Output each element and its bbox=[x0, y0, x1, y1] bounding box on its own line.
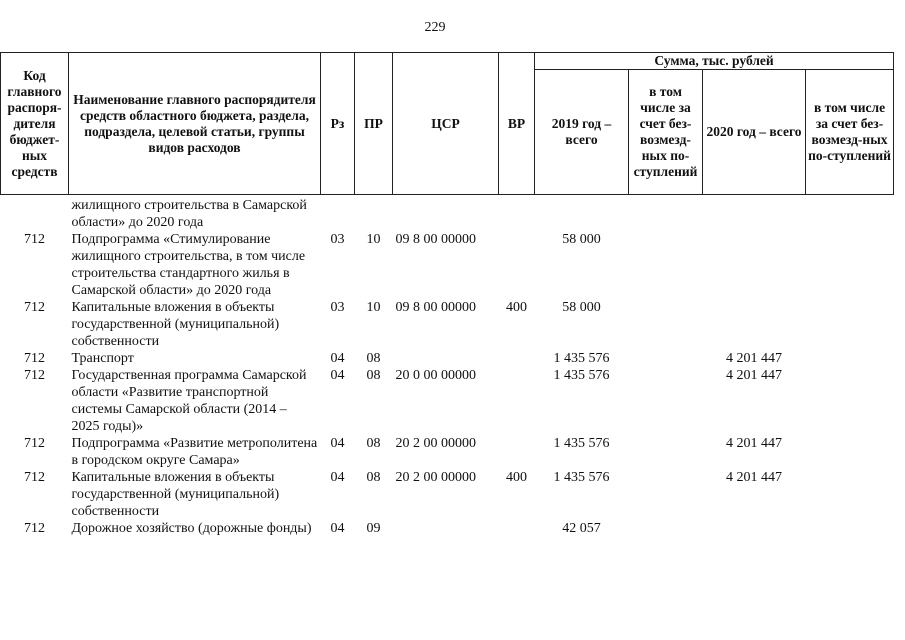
cell-2019-grants bbox=[629, 350, 703, 367]
cell-2020-grants bbox=[806, 435, 894, 469]
cell-vr bbox=[499, 350, 535, 367]
header-2020-grants: в том числе за счет без-возмезд-ных по-ступлений bbox=[806, 70, 894, 195]
cell-rz: 04 bbox=[330, 351, 345, 366]
table-row bbox=[1, 350, 894, 367]
cell-2020-grants bbox=[806, 350, 894, 367]
cell-2019-total: 1 435 576 bbox=[553, 351, 610, 366]
cell-pr: 10 bbox=[366, 232, 381, 247]
cell-2020-total: 4 201 447 bbox=[726, 351, 782, 366]
cell-name: Капитальные вложения в объекты государственной (муниципальной) собственности bbox=[71, 470, 280, 519]
cell-2019-grants bbox=[629, 367, 703, 435]
cell-2019-grants bbox=[629, 231, 703, 299]
header-rz: Рз bbox=[321, 53, 355, 195]
cell-csr: 20 2 00 00000 bbox=[395, 470, 476, 485]
cell-2020-grants bbox=[806, 469, 894, 520]
cell-csr: 20 2 00 00000 bbox=[395, 436, 476, 451]
cell-2019-total: 1 435 576 bbox=[553, 436, 610, 451]
cell-name: Капитальные вложения в объекты государственной (муниципальной) собственности bbox=[71, 300, 280, 349]
table-row bbox=[1, 367, 894, 435]
cell-csr bbox=[393, 350, 499, 367]
cell-rz: 03 bbox=[330, 300, 345, 315]
cell-2019-total: 1 435 576 bbox=[553, 368, 610, 383]
cell-2019-grants bbox=[629, 195, 703, 232]
cell-2020-grants bbox=[806, 520, 894, 537]
table-row bbox=[1, 435, 894, 469]
cell-2019-total: 1 435 576 bbox=[553, 470, 610, 485]
cell-code: 712 bbox=[24, 436, 45, 451]
cell-2020-total bbox=[703, 520, 806, 537]
cell-2019-grants bbox=[629, 520, 703, 537]
cell-2019-total: 42 057 bbox=[562, 521, 601, 536]
table-body bbox=[1, 195, 894, 538]
cell-vr: 400 bbox=[506, 300, 527, 315]
cell-name: жилищного строительства в Самарской области» до 2020 года bbox=[71, 198, 307, 230]
cell-csr: 09 8 00 00000 bbox=[395, 300, 476, 315]
cell-vr bbox=[499, 231, 535, 299]
cell-csr: 20 0 00 00000 bbox=[395, 368, 476, 383]
cell-name: Подпрограмма «Развитие метрополитена в городском округе Самара» bbox=[71, 436, 318, 468]
cell-2019-total: 58 000 bbox=[562, 300, 601, 315]
cell-rz: 04 bbox=[330, 470, 345, 485]
header-sum-group: Сумма, тыс. рублей bbox=[535, 53, 894, 70]
cell-pr: 08 bbox=[366, 351, 381, 366]
cell-rz: 03 bbox=[330, 232, 345, 247]
cell-2020-grants bbox=[806, 195, 894, 232]
cell-2020-grants bbox=[806, 299, 894, 350]
cell-pr: 08 bbox=[366, 368, 381, 383]
cell-csr: 09 8 00 00000 bbox=[395, 232, 476, 247]
cell-2020-total bbox=[703, 195, 806, 232]
cell-code: 712 bbox=[24, 368, 45, 383]
cell-vr bbox=[499, 520, 535, 537]
header-pr: ПР bbox=[355, 53, 393, 195]
cell-2019-grants bbox=[629, 435, 703, 469]
cell-2020-total: 4 201 447 bbox=[726, 368, 782, 383]
cell-2020-total: 4 201 447 bbox=[726, 470, 782, 485]
header-2020-total: 2020 год – всего bbox=[703, 70, 806, 195]
cell-2020-grants bbox=[806, 367, 894, 435]
cell-code: 712 bbox=[24, 470, 45, 485]
table-row bbox=[1, 299, 894, 350]
cell-2020-grants bbox=[806, 231, 894, 299]
table-row bbox=[1, 231, 894, 299]
cell-code bbox=[1, 195, 69, 232]
table-header bbox=[1, 53, 894, 195]
table-row bbox=[1, 195, 894, 232]
cell-vr: 400 bbox=[506, 470, 527, 485]
page-number: 229 bbox=[424, 20, 446, 35]
cell-rz: 04 bbox=[330, 436, 345, 451]
cell-rz: 04 bbox=[330, 368, 345, 383]
cell-rz bbox=[321, 195, 355, 232]
cell-pr: 10 bbox=[366, 300, 381, 315]
header-name: Наименование главного распорядителя средств областного бюджета, раздела, подраздела, целевой статьи, группы видов расходов bbox=[69, 53, 321, 195]
cell-pr: 09 bbox=[366, 521, 381, 536]
cell-pr bbox=[355, 195, 393, 232]
table-row bbox=[1, 469, 894, 520]
header-vr: ВР bbox=[499, 53, 535, 195]
cell-csr bbox=[393, 195, 499, 232]
cell-code: 712 bbox=[24, 521, 45, 536]
cell-name: Государственная программа Самарской области «Развитие транспортной системы Самарской области (2014 – 2025 годы)» bbox=[71, 368, 307, 434]
cell-name: Подпрограмма «Стимулирование жилищного строительства, в том числе строительства стандартного жилья в Самарской области» до 2020 года bbox=[71, 232, 306, 298]
cell-vr bbox=[499, 195, 535, 232]
header-csr: ЦСР bbox=[393, 53, 499, 195]
cell-pr: 08 bbox=[366, 436, 381, 451]
budget-table bbox=[0, 52, 894, 537]
header-code: Код главного распоря-дителя бюджет-ных средств bbox=[1, 53, 69, 195]
cell-pr: 08 bbox=[366, 470, 381, 485]
cell-code: 712 bbox=[24, 300, 45, 315]
table-row bbox=[1, 520, 894, 537]
cell-code: 712 bbox=[24, 232, 45, 247]
cell-2019-grants bbox=[629, 299, 703, 350]
cell-name: Транспорт bbox=[71, 351, 134, 366]
cell-csr bbox=[393, 520, 499, 537]
cell-2020-total bbox=[703, 231, 806, 299]
cell-code: 712 bbox=[24, 351, 45, 366]
cell-vr bbox=[499, 367, 535, 435]
cell-vr bbox=[499, 435, 535, 469]
cell-2020-total bbox=[703, 299, 806, 350]
cell-2019-total bbox=[535, 195, 629, 232]
cell-2020-total: 4 201 447 bbox=[726, 436, 782, 451]
cell-2019-grants bbox=[629, 469, 703, 520]
cell-rz: 04 bbox=[330, 521, 345, 536]
header-2019-grants: в том числе за счет без-возмезд-ных по-ступлений bbox=[629, 70, 703, 195]
header-2019-total: 2019 год – всего bbox=[535, 70, 629, 195]
cell-name: Дорожное хозяйство (дорожные фонды) bbox=[71, 521, 312, 536]
cell-2019-total: 58 000 bbox=[562, 232, 601, 247]
